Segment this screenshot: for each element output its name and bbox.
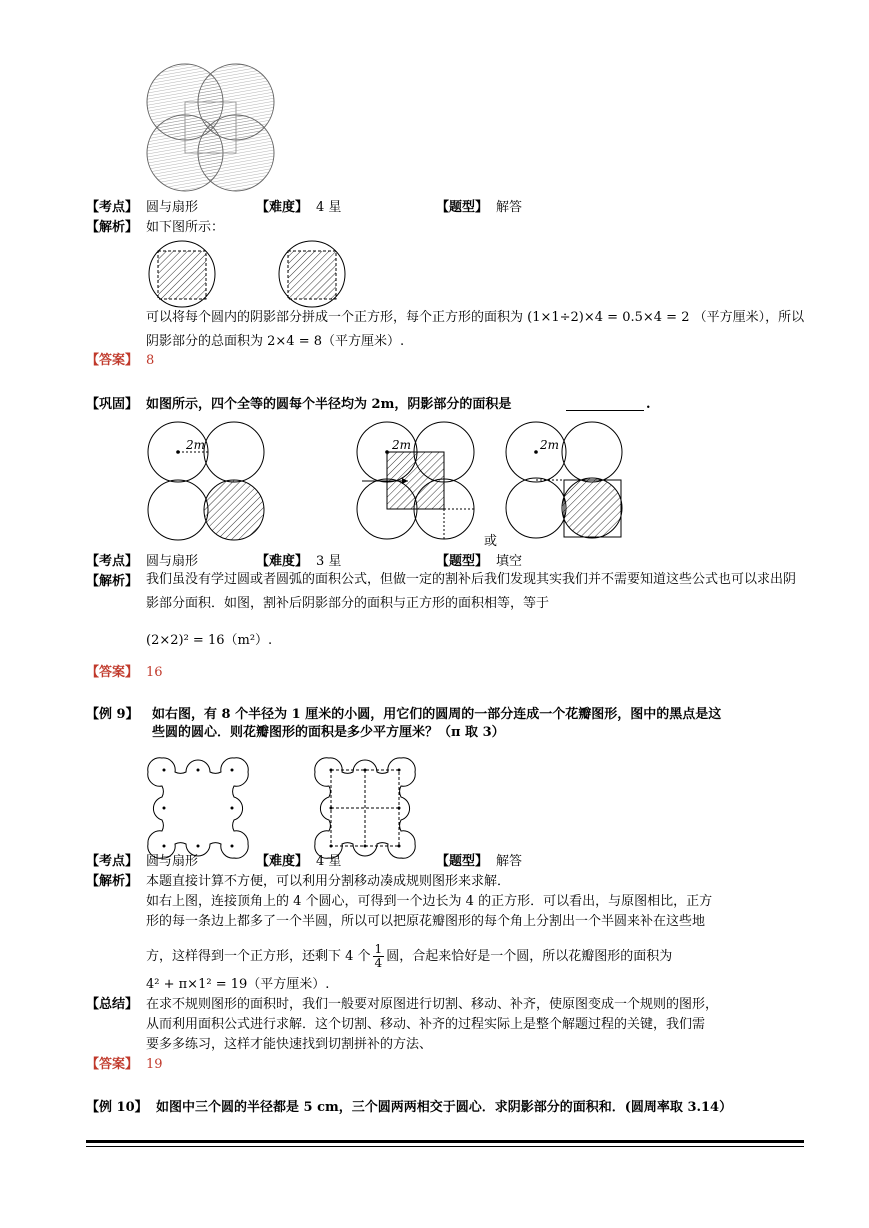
circle-square-figure-1 — [149, 241, 215, 307]
gonggu-nandu-tag: 【难度】 — [256, 554, 309, 569]
gonggu-answer-tag: 【答案】 — [86, 665, 139, 680]
flower-figure-1 — [148, 758, 248, 858]
example9-jiexi-line4a: 方，这样得到一个正方形，还剩下 4 个 — [146, 949, 371, 964]
summary-line1: 在求不规则图形的面积时，我们一般要对原图进行切割、移动、补齐，使原图变成一个规则的图形， — [146, 997, 719, 1012]
gonggu-figure-2 — [357, 422, 474, 539]
jiexi-text: 可以将每个圆内的阴影部分拼成一个正方形，每个正方形的面积为 (1×1÷2)×4 = 0.5×4 = 2 （平方厘米），所以阴影部分的总面积为 2×4 = 8（平方厘米）. — [146, 310, 805, 349]
fraction-denominator: 4 — [374, 956, 383, 970]
tixing-value: 解答 — [496, 200, 523, 215]
or-label: 或 — [484, 534, 498, 549]
answer-blank — [566, 410, 644, 411]
example9-nandu-tag: 【难度】 — [256, 854, 309, 869]
footer-rule-thick — [86, 1140, 804, 1143]
radius-label-1: 2m — [186, 438, 206, 452]
example9-question-line1: 如右图，有 8 个半径为 1 厘米的小圆，用它们的圆周的一部分连成一个花瓣图形，图中的黑点是这 — [152, 707, 722, 722]
example9-jiexi-line4b: 圆，合起来恰好是一个圆，所以花瓣图形的面积为 — [386, 949, 673, 964]
gonggu-tixing: 填空 — [496, 554, 523, 569]
example10-tag: 【例 10】 — [86, 1100, 148, 1115]
summary-line2: 从而利用面积公式进行求解．这个切割、移动、补齐的过程实际上是整个解题过程的关键，我们需 — [146, 1017, 706, 1032]
example9-tag: 【例 9】 — [86, 707, 139, 722]
example9-tixing: 解答 — [496, 854, 523, 869]
example9-nandu: 4 星 — [316, 854, 342, 869]
example10-question: 如图中三个圆的半径都是 5 cm，三个圆两两相交于圆心．求阴影部分的面积和．(圆周率取 3.14） — [156, 1100, 733, 1115]
one-quarter-fraction — [373, 943, 385, 970]
example9-kaodian-tag: 【考点】 — [86, 854, 139, 869]
example9-answer: 19 — [146, 1057, 163, 1072]
answer-tag: 【答案】 — [86, 353, 139, 368]
example9-question-line2: 些圆的圆心．则花瓣图形的面积是多少平方厘米？（π 取 3） — [152, 725, 505, 740]
kaodian-value: 圆与扇形 — [146, 200, 199, 215]
summary-line3: 要多多练习，这样才能快速找到切割拼补的方法、 — [146, 1037, 433, 1052]
radius-label-2: 2m — [392, 438, 412, 452]
nandu-tag: 【难度】 — [256, 200, 309, 215]
radius-label-3: 2m — [540, 438, 560, 452]
gonggu-jiexi-text: 我们虽没有学过圆或者圆弧的面积公式，但做一定的割补后我们发现其实我们并不需要知道这些公式也可以求出阴影部分面积．如图，割补后阴影部分的面积与正方形的面积相等，等于 — [146, 572, 797, 611]
circle-square-figure-2 — [279, 241, 345, 307]
example9-jiexi-tag: 【解析】 — [86, 874, 139, 889]
gonggu-figure-3 — [506, 422, 622, 538]
gonggu-question-end: . — [646, 397, 651, 412]
example9-jiexi-line3: 形的每一条边上都多了一个半圆，所以可以把原花瓣图形的每个角上分割出一个半圆来补在这些地 — [146, 914, 706, 929]
jiexi-intro: 如下图所示： — [146, 220, 225, 235]
gonggu-tixing-tag: 【题型】 — [436, 554, 489, 569]
flower-figure-2 — [315, 758, 415, 858]
tixing-tag: 【题型】 — [436, 200, 489, 215]
example9-tixing-tag: 【题型】 — [436, 854, 489, 869]
example9-answer-tag: 【答案】 — [86, 1057, 139, 1072]
gonggu-nandu: 3 星 — [316, 554, 342, 569]
fraction-numerator: 1 — [374, 942, 383, 956]
footer-rule-thin — [86, 1146, 804, 1147]
example9-kaodian: 圆与扇形 — [146, 854, 199, 869]
summary-tag: 【总结】 — [86, 997, 139, 1012]
four-petal-figure — [147, 64, 274, 191]
gonggu-figure-1 — [148, 422, 264, 540]
nandu-value: 4 星 — [316, 200, 342, 215]
kaodian-tag: 【考点】 — [86, 200, 139, 215]
gonggu-formula: (2×2)² = 16（m²）. — [146, 633, 273, 648]
gonggu-jiexi-tag: 【解析】 — [86, 574, 139, 589]
example9-jiexi-line1: 本题直接计算不方便，可以利用分割移动凑成规则图形来求解． — [146, 874, 511, 889]
gonggu-kaodian: 圆与扇形 — [146, 554, 199, 569]
gonggu-question: 如图所示，四个全等的圆每个半径均为 2m，阴影部分的面积是 — [146, 397, 512, 412]
example9-jiexi-line4 — [146, 943, 672, 970]
gonggu-answer: 16 — [146, 665, 163, 680]
answer-value: 8 — [146, 353, 155, 368]
example9-jiexi-line2: 如右上图，连接顶角上的 4 个圆心，可得到一个边长为 4 的正方形．可以看出，与原图相比，正方 — [146, 894, 713, 909]
gonggu-kaodian-tag: 【考点】 — [86, 554, 139, 569]
example9-formula: 4² + π×1² = 19（平方厘米）. — [146, 977, 330, 992]
gonggu-tag: 【巩固】 — [86, 397, 139, 412]
jiexi-tag: 【解析】 — [86, 220, 139, 235]
